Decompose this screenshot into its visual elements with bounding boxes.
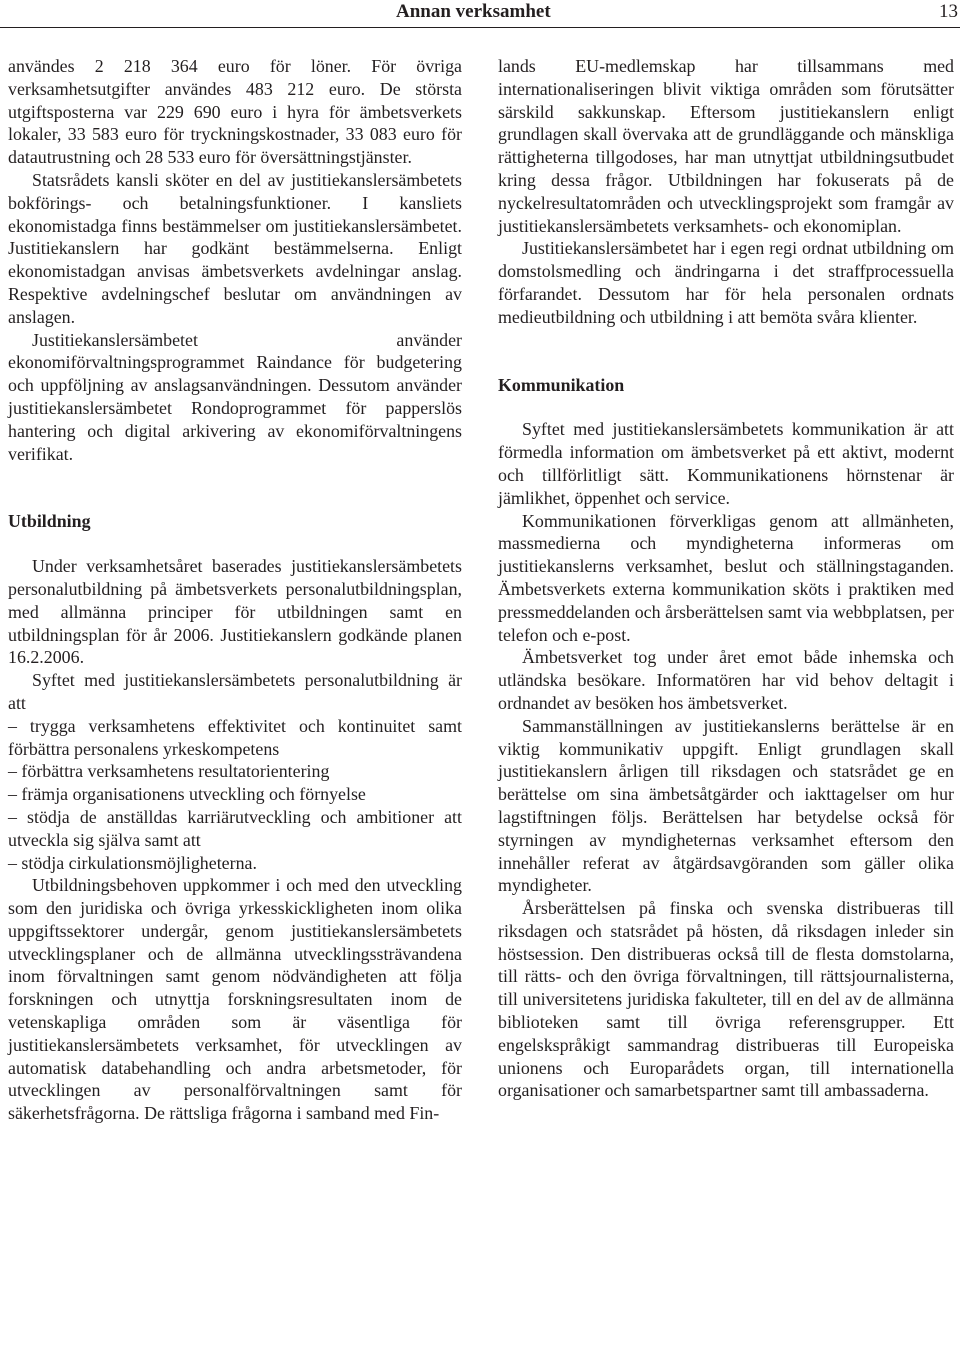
left-paragraph-5: Syftet med justitiekanslersämbetets personalutbildning är att [8,670,462,713]
right-paragraph-2: Justitiekanslersämbetet har i egen regi ordnat utbildning om domstolsmedling och ändringarna i det straffprocessuella förfarandet. Dessutom har för hela personalen ordnats medieutbildning och utbildning i att bemöta svåra klienter. [498,238,954,327]
left-paragraph-3: Justitiekanslersämbetet använder ekonomiförvaltningsprogrammet Raindance för budgetering och uppföljning av anslagsanvändningen. Dessutom använder justitiekanslersämbetet Rondoprogrammet för papperslös hantering och digital arkivering av ekonomiförvaltningens verifikat. [8,329,462,464]
right-paragraph-7: Årsberättelsen på finska och svenska distribueras till riksdagen och statsrådet på hösten, då riksdagen inleder sin höstsession. Den distribueras också till de flesta domstolarna, till rätts- och den övriga förvaltningen, till rättsjournalisterna, till universitetens juridiska fakulteter, till en del av de allmänna biblioteken samt till övriga referensgrupper. Ett engelskspråkigt sammandrag distribueras till Europeiska unionens och Europarådets organ, till internationella organisationer och samarbetspartner samt till ambassaderna. [498,898,954,1101]
right-paragraph-6: Sammanställningen av justitiekanslerns berättelse är en viktig kommunikativ uppgift. Enligt grundlagen skall justitiekanslern årligen till riksdagen och statsrådet ge en berättelse om sina ämbetsåtgärder och iakttagelser om hur lagstiftningen följs. Berättelsen har betydelse också för styrningen av myndigheternas verksamhet eftersom den innehåller referat av åtgärdsavgöranden som gäller olika myndigheter. [498,715,954,896]
bullet-item: – trygga verksamhetens effektivitet och kontinuitet samt förbättra personalens yrkeskompetens [8,715,462,759]
left-paragraph-2: Statsrådets kansli sköter en del av justitiekanslersämbetets bokförings- och betalningsfunktioner. I kansliets ekonomistadga finns bestämmelser om justitiekanslersämbetet. Justitiekanslern har godkänt bestämmelserna. Enligt ekonomistadgan anvisas ämbetsverkets avdelningar anslag. Respektive avdelningschef beslutar om användningen av anslagen. [8,169,462,327]
bullet-item: – främja organisationens utveckling och förnyelse [8,784,366,805]
bullet-item: – förbättra verksamhetens resultatorientering [8,761,330,782]
spacer [8,533,462,555]
spacer [498,329,954,374]
running-head: Annan verksamhet [396,1,551,22]
left-paragraph-1: användes 2 218 364 euro för löner. För övriga verksamhetsutgifter användes 483 212 euro. De största utgiftsposterna var 229 690 euro i hyra för ämbetsverkets lokaler, 33 583 euro för tryckningskostnader, 33 083 euro för datautrustning och 28 533 euro för översättningstjänster. [8,56,462,168]
left-paragraph-6: Utbildningsbehoven uppkommer i och med den utveckling som den juridiska och övriga yrkesskickligheten inom olika uppgiftssektorer undergår, genom justitiekanslersämbetets utvecklingsplaner och de allmänna utvecklingssträvandena inom förvaltningen samt genom nödvändigheten att följa forskningen och utnyttja forskningsresultaten inom de vetenskapliga områden som är väsentliga för justitiekanslersämbetets verksamhet, för utvecklingen av automatisk databehandling och andra arbetsmetoder, för utvecklingen av personalförvaltningen samt för säkerhetsfrågorna. De rättsliga frågorna i samband med Fin- [8,875,462,1124]
left-paragraph-4: Under verksamhetsåret baserades justitiekanslersämbetets personalutbildning på ämbetsverkets personalutbildningsplan, med allmänna principer för utbildningen samt en utbildningsplan för år 2006. Justitiekanslern godkände planen 16.2.2006. [8,556,462,668]
bullet-item: – stödja de anställdas karriärutveckling och ambitioner att utveckla sig själva samt att [8,806,462,850]
header-rule [0,27,960,28]
spacer [8,465,462,510]
left-column [8,55,462,1125]
spacer [498,396,954,418]
page-number: 13 [939,1,958,22]
right-paragraph-3: Syftet med justitiekanslersämbetets kommunikation är att förmedla information om ämbetsverket på ett aktivt, modernt och tillförlitligt sätt. Kommunikationens hörnstenar är jämlikhet, öppenhet och service. [498,419,954,508]
right-paragraph-1: lands EU-medlemskap har tillsammans med internationaliseringen blivit viktiga områden som förutsätter särskild sakkunskap. Eftersom justitiekanslern enligt grundlagen skall övervaka att de grundläggande och mänskliga rättigheterna tillgodoses, har man utnyttjat utbildningsutbudet kring dessa frågor. Utbildningen har fokuserats på de nyckelresultatområden och utvecklingsprojekt som framgår av justitiekanslersämbetets verksamhets- och ekonomiplan. [498,56,954,236]
heading-kommunikation: Kommunikation [498,374,625,395]
right-paragraph-4: Kommunikationen förverkligas genom att allmänheten, massmedierna och myndigheterna informeras om justitiekanslerns verksamhet, beslut och ställningstaganden. Ämbetsverkets externa kommunikation sköts i praktiken med pressmeddelanden och årsberättelsen samt via webbplatsen, per telefon och e-post. [498,510,954,645]
right-paragraph-5: Ämbetsverket tog under året emot både inhemska och utländska besökare. Informatören har vid behov deltagit i ordnandet av besöken hos ämbetsverket. [498,647,954,713]
right-column [498,55,954,1102]
heading-utbildning: Utbildning [8,511,91,532]
bullet-item: – stödja cirkulationsmöjligheterna. [8,852,257,873]
